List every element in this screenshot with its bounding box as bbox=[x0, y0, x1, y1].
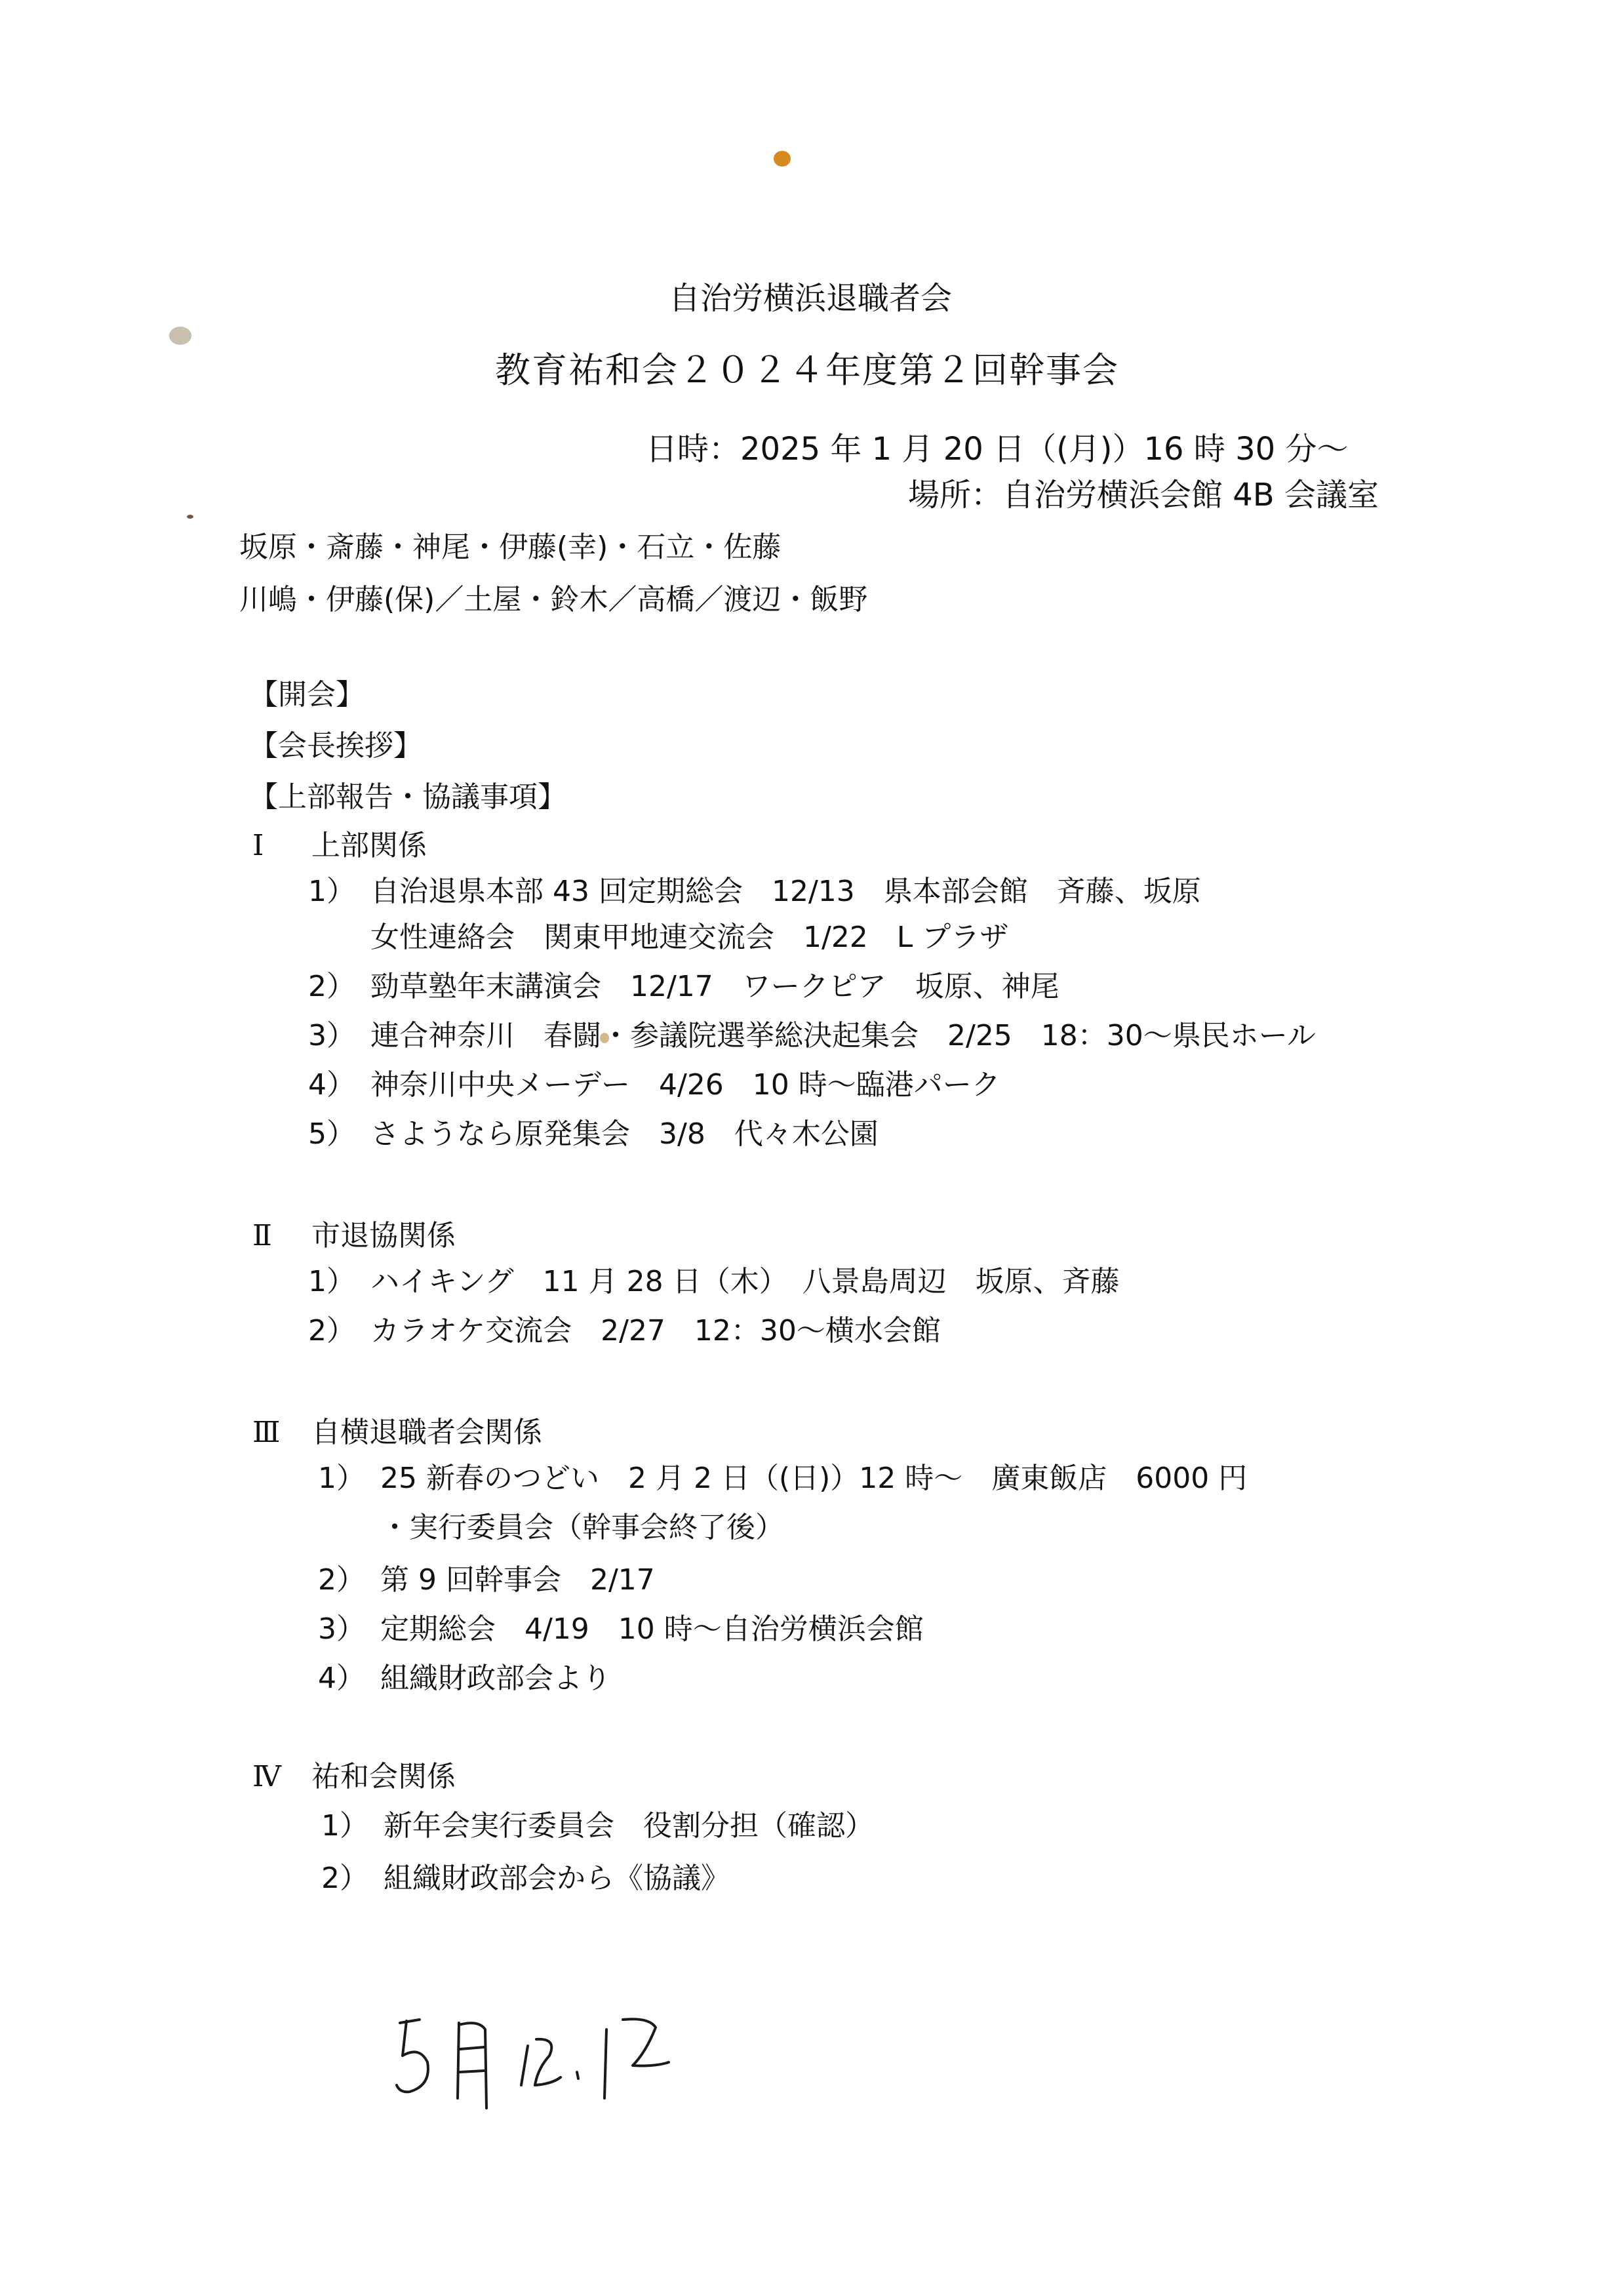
item-text: 女性連絡会 関東甲地連交流会 1/22 L プラザ bbox=[370, 921, 1009, 954]
item-text: 組織財政部会から《協議》 bbox=[384, 1862, 730, 1895]
list-item bbox=[318, 1561, 655, 1600]
item-number: 1） bbox=[308, 1265, 355, 1298]
agenda-header-reports: 【上部報告・協議事項】 bbox=[249, 780, 566, 814]
meeting-datetime: 日時：2025 年 1 月 20 日（(月)）16 時 30 分～ bbox=[646, 431, 1349, 468]
item-text: ハイキング 11 月 28 日（木） 八景島周辺 坂原、斉藤 bbox=[370, 1265, 1120, 1298]
item-text: ・実行委員会（幹事会終了後） bbox=[380, 1511, 784, 1544]
list-item bbox=[308, 1115, 879, 1154]
item-text: 神奈川中央メーデー 4/26 10 時～臨港パーク bbox=[370, 1068, 1000, 1102]
section-heading bbox=[252, 826, 427, 866]
list-item bbox=[321, 1806, 874, 1846]
section-heading bbox=[252, 1216, 456, 1256]
list-item bbox=[318, 1610, 924, 1649]
agenda-header-greeting: 【会長挨拶】 bbox=[249, 729, 422, 763]
list-item bbox=[308, 967, 1060, 1007]
list-item bbox=[308, 1066, 1000, 1105]
list-item bbox=[308, 1016, 1316, 1056]
section-numeral: Ⅳ bbox=[252, 1760, 281, 1793]
item-text: 第 9 回幹事会 2/17 bbox=[380, 1563, 655, 1597]
item-number: 4） bbox=[308, 1068, 355, 1102]
item-number: 2） bbox=[308, 970, 355, 1003]
section-title: 自横退職者会関係 bbox=[311, 1416, 542, 1449]
item-number: 2） bbox=[321, 1862, 368, 1895]
list-item bbox=[318, 1459, 1247, 1498]
item-text: 自治退県本部 43 回定期総会 12/13 県本部会館 斉藤、坂原 bbox=[370, 875, 1201, 908]
section-numeral: Ⅰ bbox=[252, 829, 264, 862]
item-text: 連合神奈川 春闘・参議院選挙総決起集会 2/25 18：30～県民ホール bbox=[370, 1019, 1316, 1052]
section-numeral: Ⅲ bbox=[252, 1416, 281, 1449]
list-item bbox=[321, 1859, 730, 1898]
item-number: 1） bbox=[308, 875, 355, 908]
item-number: 1） bbox=[318, 1462, 365, 1495]
item-number: 2） bbox=[308, 1314, 355, 1347]
item-number: 2） bbox=[318, 1563, 365, 1597]
item-number: 1） bbox=[321, 1809, 368, 1843]
item-text: 勁草塾年末講演会 12/17 ワークピア 坂原、神尾 bbox=[370, 970, 1060, 1003]
item-number: 3） bbox=[318, 1612, 365, 1646]
item-number: 4） bbox=[318, 1662, 365, 1695]
item-text: さようなら原発集会 3/8 代々木公園 bbox=[370, 1117, 879, 1151]
handwritten-date-note bbox=[380, 1993, 721, 2111]
list-item bbox=[318, 1659, 611, 1698]
item-number: 3） bbox=[308, 1019, 355, 1052]
item-number: 5） bbox=[308, 1117, 355, 1151]
item-text: 組織財政部会より bbox=[380, 1662, 611, 1695]
document-title: 教育祐和会２０２４年度第２回幹事会 bbox=[495, 349, 1119, 391]
section-title: 祐和会関係 bbox=[311, 1760, 456, 1793]
item-text: 新年会実行委員会 役割分担（確認） bbox=[384, 1809, 874, 1843]
organization-name: 自治労横浜退職者会 bbox=[669, 280, 953, 317]
attendee-list-line: 坂原・斎藤・神尾・伊藤(幸)・石立・佐藤 bbox=[239, 530, 782, 564]
section-heading bbox=[252, 1413, 542, 1452]
list-item bbox=[318, 1508, 784, 1547]
section-title: 上部関係 bbox=[311, 829, 427, 862]
section-numeral: Ⅱ bbox=[252, 1219, 272, 1252]
item-text: カラオケ交流会 2/27 12：30～横水会館 bbox=[370, 1314, 941, 1347]
section-heading bbox=[252, 1757, 456, 1797]
paper-stain bbox=[774, 151, 791, 167]
list-item bbox=[308, 1262, 1120, 1302]
paper-stain bbox=[169, 327, 191, 345]
meeting-place: 場所：自治労横浜会館 4B 会議室 bbox=[908, 477, 1379, 513]
paper-stain bbox=[187, 515, 193, 519]
list-item bbox=[308, 872, 1201, 911]
item-text: 定期総会 4/19 10 時～自治労横浜会館 bbox=[380, 1612, 924, 1646]
list-item bbox=[308, 1311, 941, 1351]
item-text: 25 新春のつどい 2 月 2 日（(日)）12 時～ 廣東飯店 6000 円 bbox=[380, 1462, 1248, 1495]
attendee-list-line: 川嶋・伊藤(保)／土屋・鈴木／高橋／渡辺・飯野 bbox=[239, 583, 868, 616]
section-title: 市退協関係 bbox=[311, 1219, 456, 1252]
list-item bbox=[308, 918, 1008, 957]
agenda-header-opening: 【開会】 bbox=[249, 678, 365, 711]
